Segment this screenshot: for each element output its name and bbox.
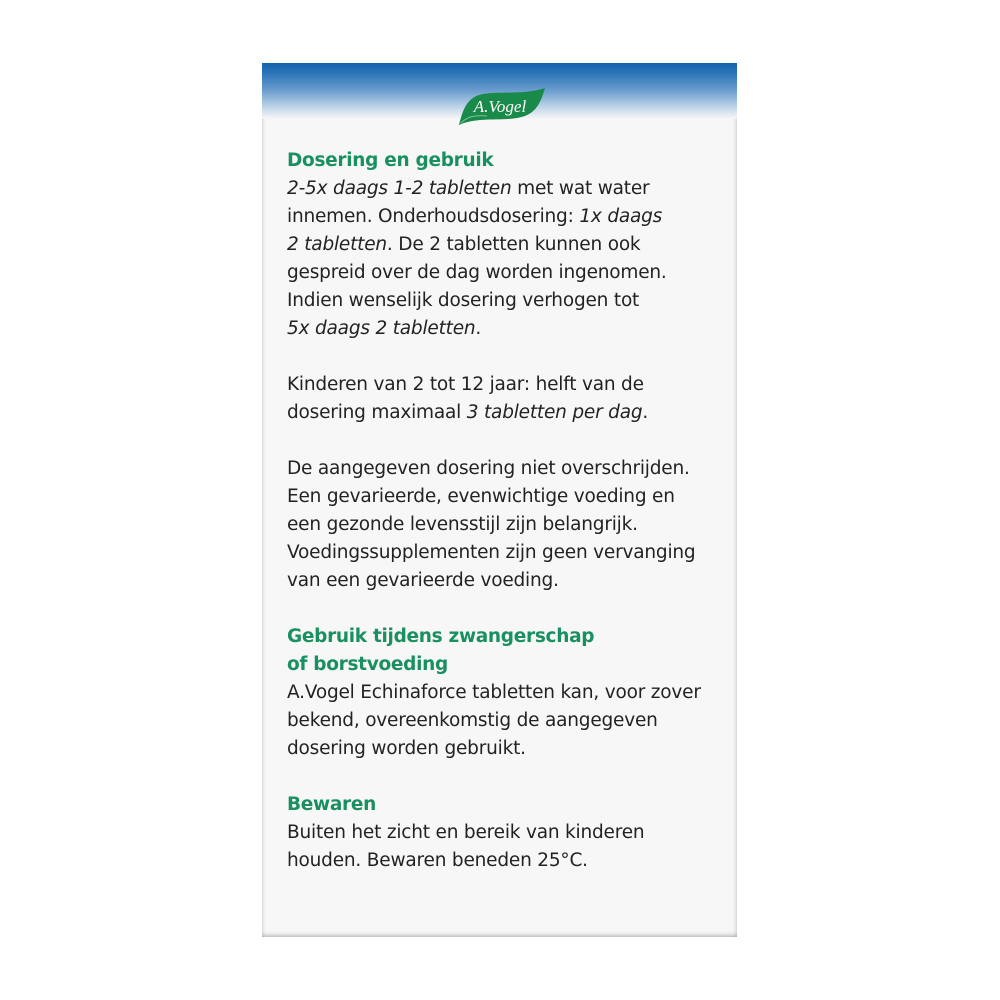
heading-storage: Bewaren: [287, 794, 376, 815]
storage-paragraph: [287, 819, 727, 875]
product-info-text: [287, 147, 727, 875]
dosage-paragraph-1: [287, 175, 727, 343]
warning-text: De aangegeven dosering niet overschrijden.: [287, 458, 690, 479]
leaf-logo-icon: [453, 87, 547, 127]
dosage-paragraph-children: [287, 371, 727, 427]
dosage-text: 2 tabletten: [287, 234, 387, 255]
warning-text: Een gevarieerde, evenwichtige voeding en: [287, 486, 675, 507]
warning-text: Voedingssupplementen zijn geen vervanging: [287, 542, 696, 563]
dosage-text: gespreid over de dag worden ingenomen.: [287, 262, 667, 283]
pregnancy-text: A.Vogel Echinaforce tabletten kan, voor zover: [287, 682, 701, 703]
package-side-panel: [262, 63, 737, 937]
spacer: [287, 343, 727, 371]
heading-text: of borstvoeding: [287, 654, 448, 675]
heading-dosage: Dosering en gebruik: [287, 150, 494, 171]
warning-text: van een gevarieerde voeding.: [287, 570, 559, 591]
heading-text: Gebruik tijdens zwangerschap: [287, 626, 595, 647]
children-text: .: [642, 402, 649, 423]
storage-text: Buiten het zicht en bereik van kinderen: [287, 822, 645, 843]
svg-text:A.Vogel: A.Vogel: [473, 97, 527, 116]
storage-text: houden. Bewaren beneden 25°C.: [287, 850, 588, 871]
pregnancy-paragraph: [287, 679, 727, 763]
spacer: [287, 763, 727, 791]
children-text: Kinderen van 2 tot 12 jaar: helft van de: [287, 374, 644, 395]
dosage-text: innemen. Onderhoudsdosering:: [287, 206, 580, 227]
pregnancy-text: bekend, overeenkomstig de aangegeven: [287, 710, 658, 731]
dosage-text: . De 2 tabletten kunnen ook: [386, 234, 641, 255]
heading-pregnancy: [287, 623, 727, 679]
spacer: [287, 595, 727, 623]
dosage-text: 2-5x daags 1-2 tabletten: [287, 178, 512, 199]
dosage-text: 1x daags: [579, 206, 663, 227]
avogel-logo: [453, 87, 547, 127]
dosage-text: Indien wenselijk dosering verhogen tot: [287, 290, 640, 311]
warning-text: een gezonde levensstijl zijn belangrijk.: [287, 514, 638, 535]
children-text: dosering maximaal: [287, 402, 467, 423]
children-text: 3 tabletten per dag: [466, 402, 643, 423]
pregnancy-text: dosering worden gebruikt.: [287, 738, 526, 759]
dosage-text: 5x daags 2 tabletten: [287, 318, 476, 339]
spacer: [287, 427, 727, 455]
dosage-text: met wat water: [511, 178, 650, 199]
dosage-paragraph-warning: [287, 455, 727, 595]
dosage-text: .: [475, 318, 482, 339]
